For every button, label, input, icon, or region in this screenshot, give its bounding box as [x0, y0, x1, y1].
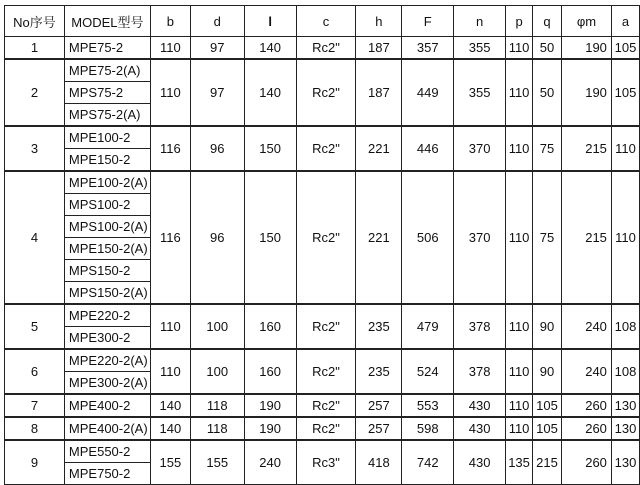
cell-model: MPS150-2 [64, 260, 150, 282]
cell-c: Rc2" [296, 349, 356, 394]
cell-model: MPE300-2 [64, 327, 150, 350]
table-row [5, 349, 640, 372]
table-row [5, 171, 640, 194]
cell-n: 430 [454, 440, 506, 485]
cell-a: 108 [611, 349, 639, 394]
cell-l: 140 [244, 59, 296, 126]
cell-l: 240 [244, 440, 296, 485]
header-b: b [150, 6, 190, 37]
cell-h: 257 [356, 394, 402, 417]
cell-model: MPE150-2 [64, 149, 150, 172]
table-row [5, 394, 640, 417]
cell-n: 378 [454, 304, 506, 349]
cell-c: Rc3" [296, 440, 356, 485]
table-row [5, 59, 640, 82]
cell-model: MPE750-2 [64, 463, 150, 485]
table-row [5, 304, 640, 327]
cell-b: 110 [150, 59, 190, 126]
header-n: n [454, 6, 506, 37]
cell-h: 235 [356, 304, 402, 349]
cell-d: 118 [190, 394, 244, 417]
cell-model: MPS150-2(A) [64, 282, 150, 305]
cell-l: 160 [244, 349, 296, 394]
cell-no: 7 [5, 394, 65, 417]
cell-no: 2 [5, 59, 65, 126]
cell-h: 418 [356, 440, 402, 485]
cell-f: 524 [402, 349, 454, 394]
cell-model: MPE220-2(A) [64, 349, 150, 372]
header-l: l [244, 6, 296, 37]
cell-a: 105 [611, 37, 639, 60]
cell-p: 110 [506, 59, 533, 126]
cell-m: 260 [562, 417, 612, 440]
cell-d: 155 [190, 440, 244, 485]
cell-b: 155 [150, 440, 190, 485]
cell-f: 479 [402, 304, 454, 349]
cell-f: 742 [402, 440, 454, 485]
header-c: c [296, 6, 356, 37]
cell-no: 9 [5, 440, 65, 485]
cell-h: 187 [356, 37, 402, 60]
cell-l: 140 [244, 37, 296, 60]
cell-b: 116 [150, 171, 190, 304]
cell-c: Rc2" [296, 394, 356, 417]
table-row [5, 417, 640, 440]
table-body [5, 37, 640, 485]
cell-q: 90 [533, 304, 562, 349]
cell-c: Rc2" [296, 417, 356, 440]
header-model: MODEL型号 [64, 6, 150, 37]
cell-no: 3 [5, 126, 65, 171]
cell-l: 150 [244, 126, 296, 171]
cell-b: 110 [150, 37, 190, 60]
header-p: p [506, 6, 533, 37]
cell-c: Rc2" [296, 126, 356, 171]
cell-n: 430 [454, 394, 506, 417]
cell-model: MPE550-2 [64, 440, 150, 463]
cell-no: 8 [5, 417, 65, 440]
cell-a: 130 [611, 440, 639, 485]
cell-n: 355 [454, 59, 506, 126]
cell-model: MPE400-2 [64, 394, 150, 417]
cell-model: MPE75-2(A) [64, 59, 150, 82]
cell-no: 5 [5, 304, 65, 349]
cell-p: 110 [506, 37, 533, 60]
cell-model: MPS75-2 [64, 82, 150, 104]
header-f: F [402, 6, 454, 37]
header-q: q [533, 6, 562, 37]
cell-m: 260 [562, 394, 612, 417]
cell-model: MPE75-2 [64, 37, 150, 60]
cell-q: 90 [533, 349, 562, 394]
header-h: h [356, 6, 402, 37]
cell-p: 110 [506, 304, 533, 349]
header-row [5, 6, 640, 37]
cell-model: MPE400-2(A) [64, 417, 150, 440]
cell-d: 97 [190, 59, 244, 126]
cell-n: 430 [454, 417, 506, 440]
cell-model: MPE300-2(A) [64, 372, 150, 395]
cell-p: 110 [506, 417, 533, 440]
cell-a: 130 [611, 417, 639, 440]
cell-m: 215 [562, 171, 612, 304]
cell-q: 50 [533, 37, 562, 60]
cell-m: 215 [562, 126, 612, 171]
cell-a: 130 [611, 394, 639, 417]
cell-d: 97 [190, 37, 244, 60]
dimension-spec-table [4, 5, 640, 485]
cell-m: 240 [562, 349, 612, 394]
cell-model: MPE220-2 [64, 304, 150, 327]
cell-q: 50 [533, 59, 562, 126]
cell-model: MPE100-2(A) [64, 171, 150, 194]
cell-no: 4 [5, 171, 65, 304]
cell-l: 190 [244, 417, 296, 440]
cell-h: 257 [356, 417, 402, 440]
cell-p: 110 [506, 126, 533, 171]
header-d: d [190, 6, 244, 37]
cell-a: 105 [611, 59, 639, 126]
spec-table-wrapper [4, 5, 640, 485]
cell-n: 370 [454, 171, 506, 304]
cell-c: Rc2" [296, 37, 356, 60]
cell-no: 6 [5, 349, 65, 394]
cell-b: 110 [150, 349, 190, 394]
cell-m: 190 [562, 37, 612, 60]
cell-d: 100 [190, 349, 244, 394]
cell-h: 187 [356, 59, 402, 126]
cell-a: 110 [611, 126, 639, 171]
cell-b: 140 [150, 417, 190, 440]
cell-n: 355 [454, 37, 506, 60]
header-phi-m: φm [562, 6, 612, 37]
cell-m: 240 [562, 304, 612, 349]
cell-h: 235 [356, 349, 402, 394]
header-no: No序号 [5, 6, 65, 37]
cell-f: 449 [402, 59, 454, 126]
cell-model: MPS75-2(A) [64, 104, 150, 127]
cell-d: 96 [190, 126, 244, 171]
cell-l: 160 [244, 304, 296, 349]
cell-n: 378 [454, 349, 506, 394]
cell-h: 221 [356, 171, 402, 304]
cell-f: 553 [402, 394, 454, 417]
cell-p: 110 [506, 349, 533, 394]
cell-q: 215 [533, 440, 562, 485]
cell-model: MPE150-2(A) [64, 238, 150, 260]
table-row [5, 440, 640, 463]
cell-c: Rc2" [296, 59, 356, 126]
cell-b: 110 [150, 304, 190, 349]
cell-no: 1 [5, 37, 65, 60]
cell-d: 100 [190, 304, 244, 349]
cell-f: 446 [402, 126, 454, 171]
cell-m: 190 [562, 59, 612, 126]
cell-c: Rc2" [296, 171, 356, 304]
cell-l: 190 [244, 394, 296, 417]
cell-p: 110 [506, 394, 533, 417]
cell-h: 221 [356, 126, 402, 171]
table-row [5, 126, 640, 149]
cell-p: 135 [506, 440, 533, 485]
cell-f: 506 [402, 171, 454, 304]
cell-m: 260 [562, 440, 612, 485]
cell-f: 357 [402, 37, 454, 60]
cell-q: 105 [533, 394, 562, 417]
cell-p: 110 [506, 171, 533, 304]
cell-b: 116 [150, 126, 190, 171]
table-row [5, 37, 640, 60]
cell-model: MPS100-2(A) [64, 216, 150, 238]
cell-n: 370 [454, 126, 506, 171]
cell-d: 96 [190, 171, 244, 304]
cell-l: 150 [244, 171, 296, 304]
cell-a: 108 [611, 304, 639, 349]
cell-d: 118 [190, 417, 244, 440]
cell-model: MPS100-2 [64, 194, 150, 216]
cell-b: 140 [150, 394, 190, 417]
cell-q: 75 [533, 126, 562, 171]
cell-q: 75 [533, 171, 562, 304]
cell-model: MPE100-2 [64, 126, 150, 149]
cell-a: 110 [611, 171, 639, 304]
cell-q: 105 [533, 417, 562, 440]
cell-c: Rc2" [296, 304, 356, 349]
cell-f: 598 [402, 417, 454, 440]
header-a: a [611, 6, 639, 37]
